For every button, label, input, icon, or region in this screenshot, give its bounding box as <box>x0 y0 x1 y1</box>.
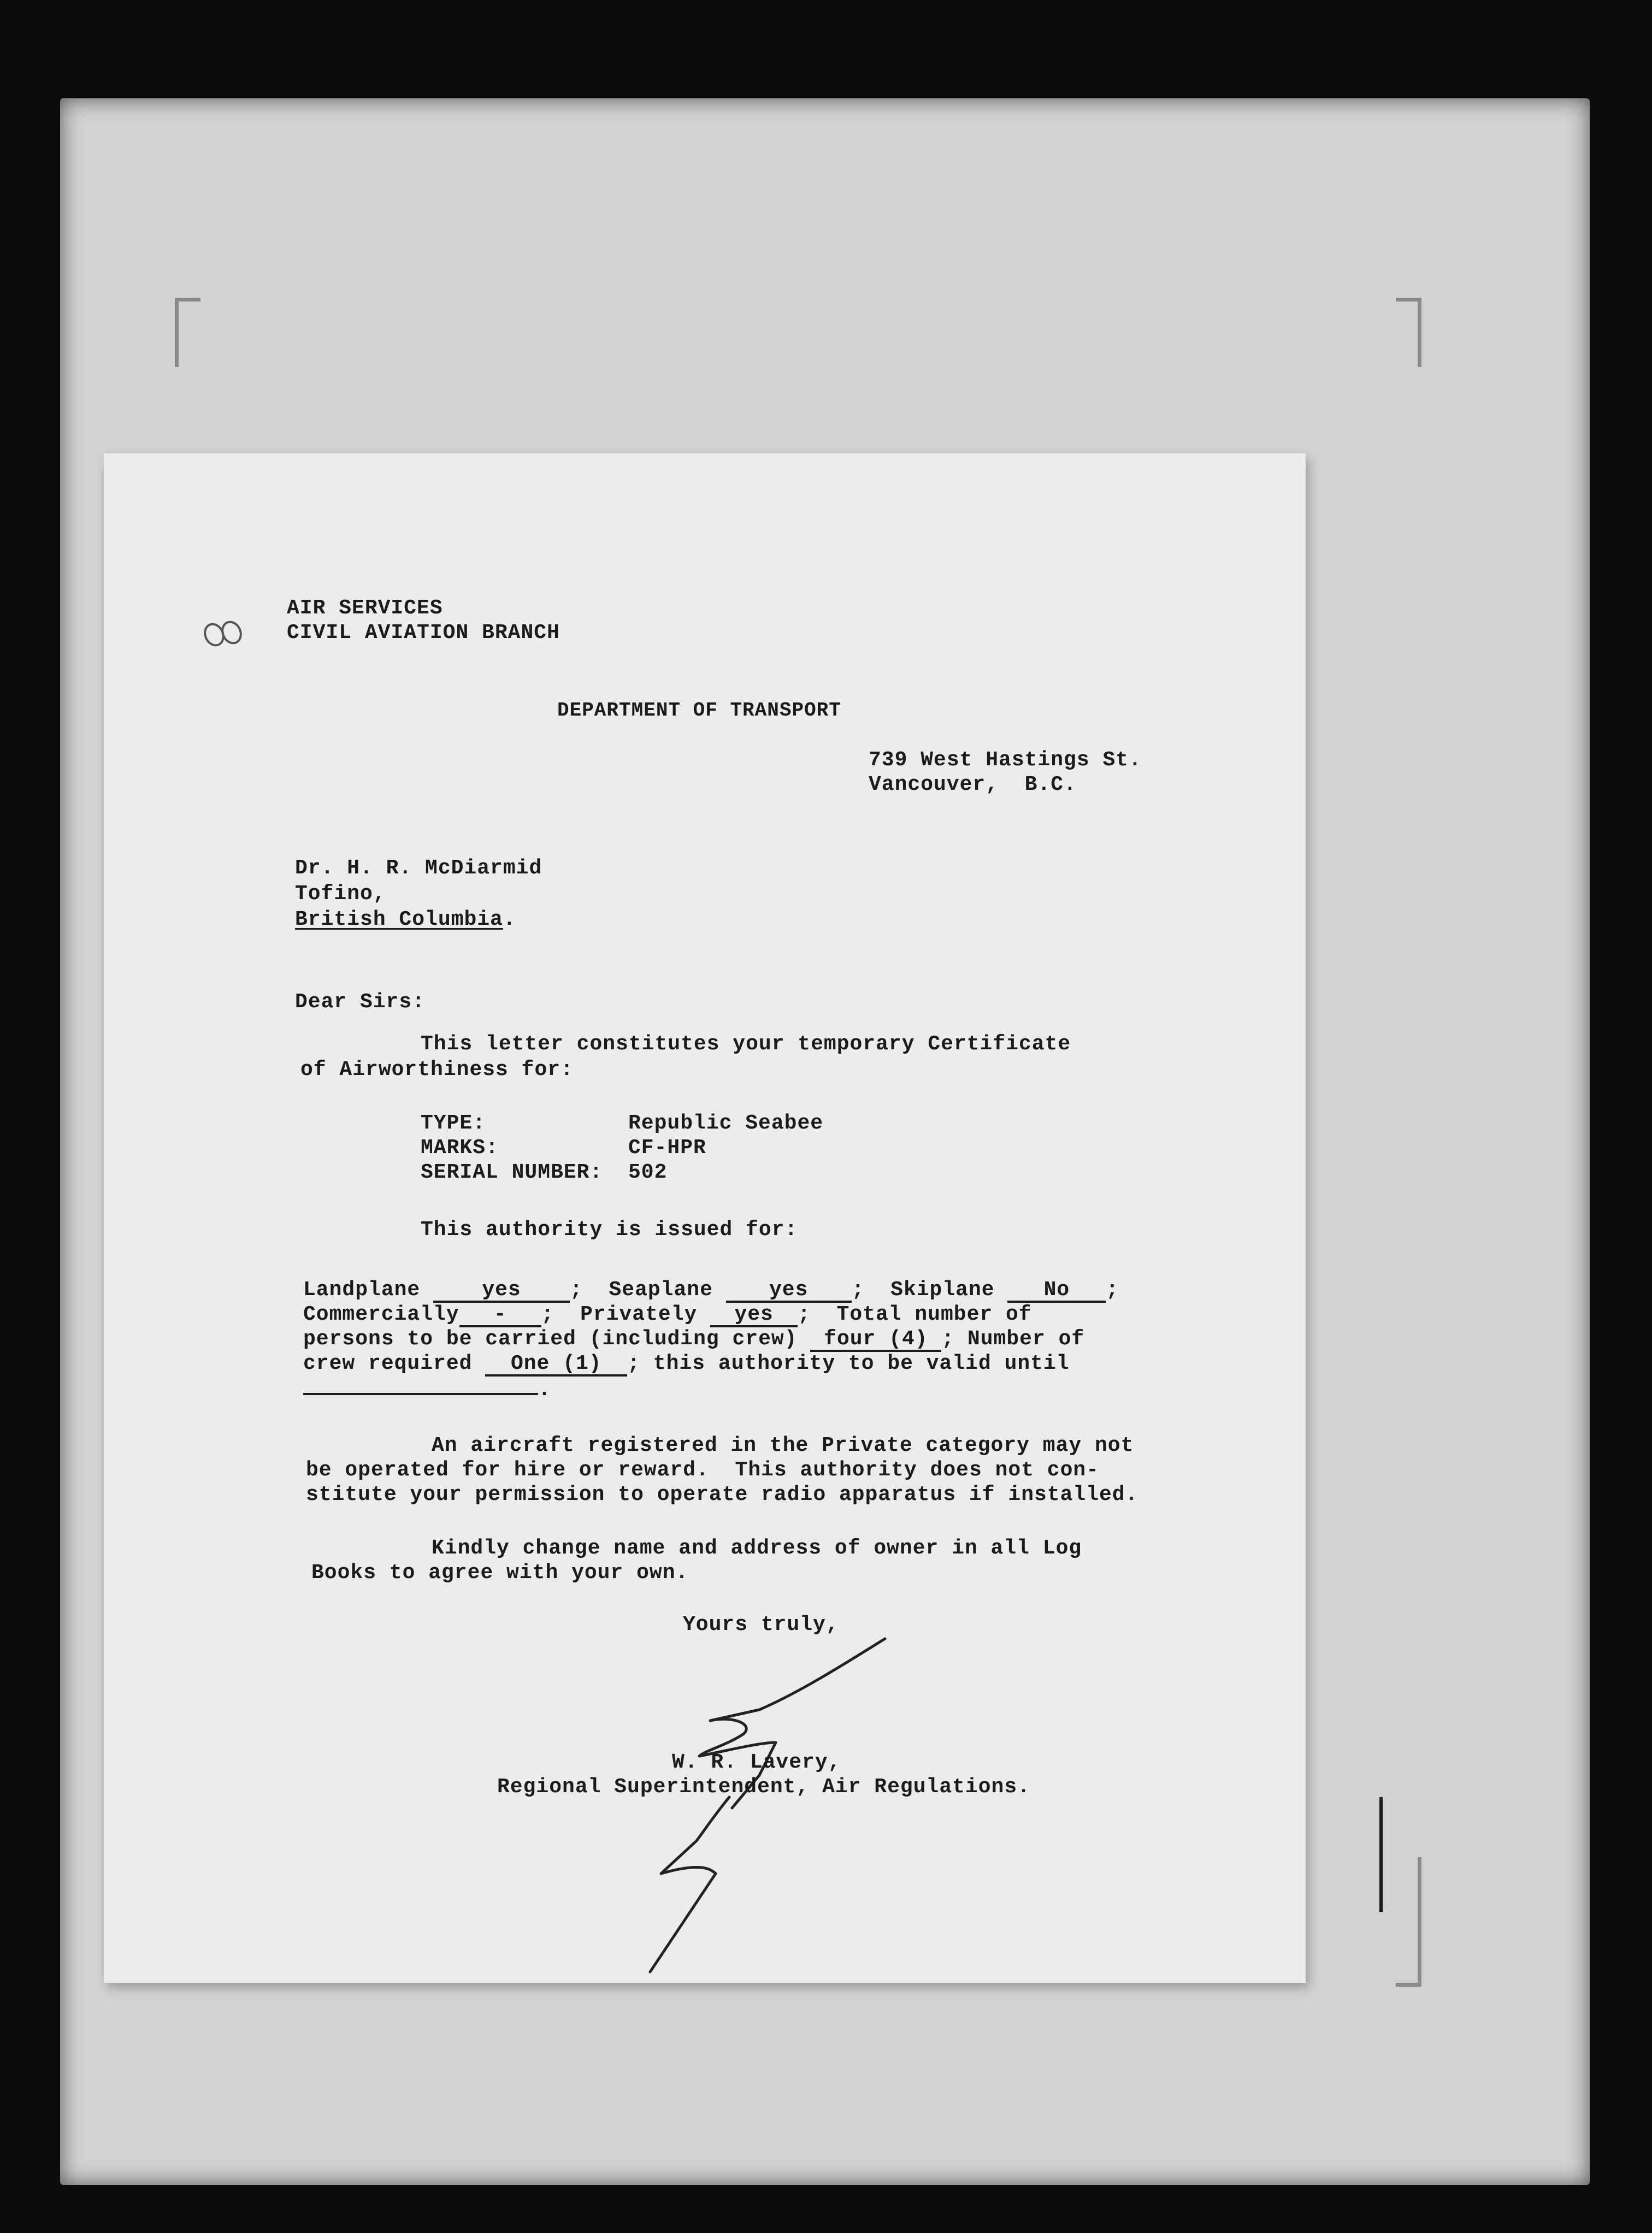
privately-label: Privately <box>580 1303 698 1326</box>
privately-value: yes <box>710 1304 798 1327</box>
crew-value: One (1) <box>485 1354 627 1377</box>
authority-row3: persons to be carried (including crew) four (4) ; Number of <box>303 1327 1085 1351</box>
para1-line1: An aircraft registered in the Private category may not <box>432 1434 1134 1457</box>
number-of-label: Number of <box>967 1327 1085 1351</box>
signatory-title: Regional Superintendent, Air Regulations. <box>497 1775 1030 1799</box>
recipient-province-suffix: . <box>503 908 516 931</box>
landplane-value: yes <box>433 1280 570 1303</box>
total-label: Total number of <box>836 1303 1032 1326</box>
marks-value: CF-HPR <box>628 1136 706 1160</box>
para2-line2: Books to agree with your own. <box>311 1561 689 1585</box>
type-value: Republic Seabee <box>628 1112 824 1135</box>
skiplane-label: Skiplane <box>890 1278 995 1302</box>
handwritten-mark-icon <box>202 617 246 650</box>
authority-row2: Commercially - ; Privately yes ; Total number of <box>303 1303 1032 1326</box>
authority-row5: . <box>303 1377 551 1402</box>
recipient-town: Tofino, <box>295 882 386 906</box>
authority-row1: Landplane yes ; Seaplane yes ; Skiplane No ; <box>303 1278 1119 1302</box>
crop-mark-top-right <box>1396 298 1421 367</box>
edge-mark <box>1379 1797 1383 1912</box>
commercially-label: Commercially <box>303 1303 459 1326</box>
salutation: Dear Sirs: <box>295 990 426 1014</box>
valid-label: this authority to be valid until <box>653 1352 1070 1375</box>
commercially-value: - <box>459 1304 541 1327</box>
crew-label: crew required <box>303 1352 473 1375</box>
crop-mark-top-left <box>175 298 200 367</box>
letterhead-line2: CIVIL AVIATION BRANCH <box>287 621 560 645</box>
recipient-name: Dr. H. R. McDiarmid <box>295 856 542 880</box>
intro-line2: of Airworthiness for: <box>300 1058 574 1082</box>
seaplane-label: Seaplane <box>609 1278 713 1302</box>
para1-line2: be operated for hire or reward. This authority does not con- <box>306 1458 1100 1482</box>
authority-row4: crew required One (1) ; this authority to be valid until <box>303 1352 1070 1375</box>
valid-until-blank <box>303 1377 538 1395</box>
persons-label: persons to be carried (including crew) <box>303 1327 798 1351</box>
signatory-name: W. R. Lavery, <box>672 1751 841 1774</box>
address-city: Vancouver, B.C. <box>869 773 1077 796</box>
crop-mark-bottom-right <box>1396 1857 1421 1987</box>
seaplane-value: yes <box>726 1280 852 1303</box>
type-label: TYPE: <box>421 1112 486 1135</box>
address-street: 739 West Hastings St. <box>869 748 1142 772</box>
marks-label: MARKS: <box>421 1136 499 1160</box>
signature-icon <box>579 1633 1016 2027</box>
persons-value: four (4) <box>810 1329 941 1352</box>
department-heading: DEPARTMENT OF TRANSPORT <box>557 699 841 722</box>
letter-sheet <box>104 453 1306 1983</box>
serial-label: SERIAL NUMBER: <box>421 1161 603 1184</box>
para2-line1: Kindly change name and address of owner in all Log <box>432 1537 1082 1560</box>
recipient-province-text: British Columbia <box>295 908 503 931</box>
closing: Yours truly, <box>683 1613 839 1637</box>
landplane-label: Landplane <box>303 1278 421 1302</box>
para1-line3: stitute your permission to operate radio apparatus if installed. <box>306 1483 1138 1507</box>
skiplane-value: No <box>1007 1280 1106 1303</box>
authority-intro: This authority is issued for: <box>421 1218 798 1242</box>
serial-value: 502 <box>628 1161 668 1184</box>
intro-line1: This letter constitutes your temporary Certificate <box>421 1032 1071 1056</box>
letterhead-line1: AIR SERVICES <box>287 596 443 620</box>
recipient-province <box>295 908 516 931</box>
